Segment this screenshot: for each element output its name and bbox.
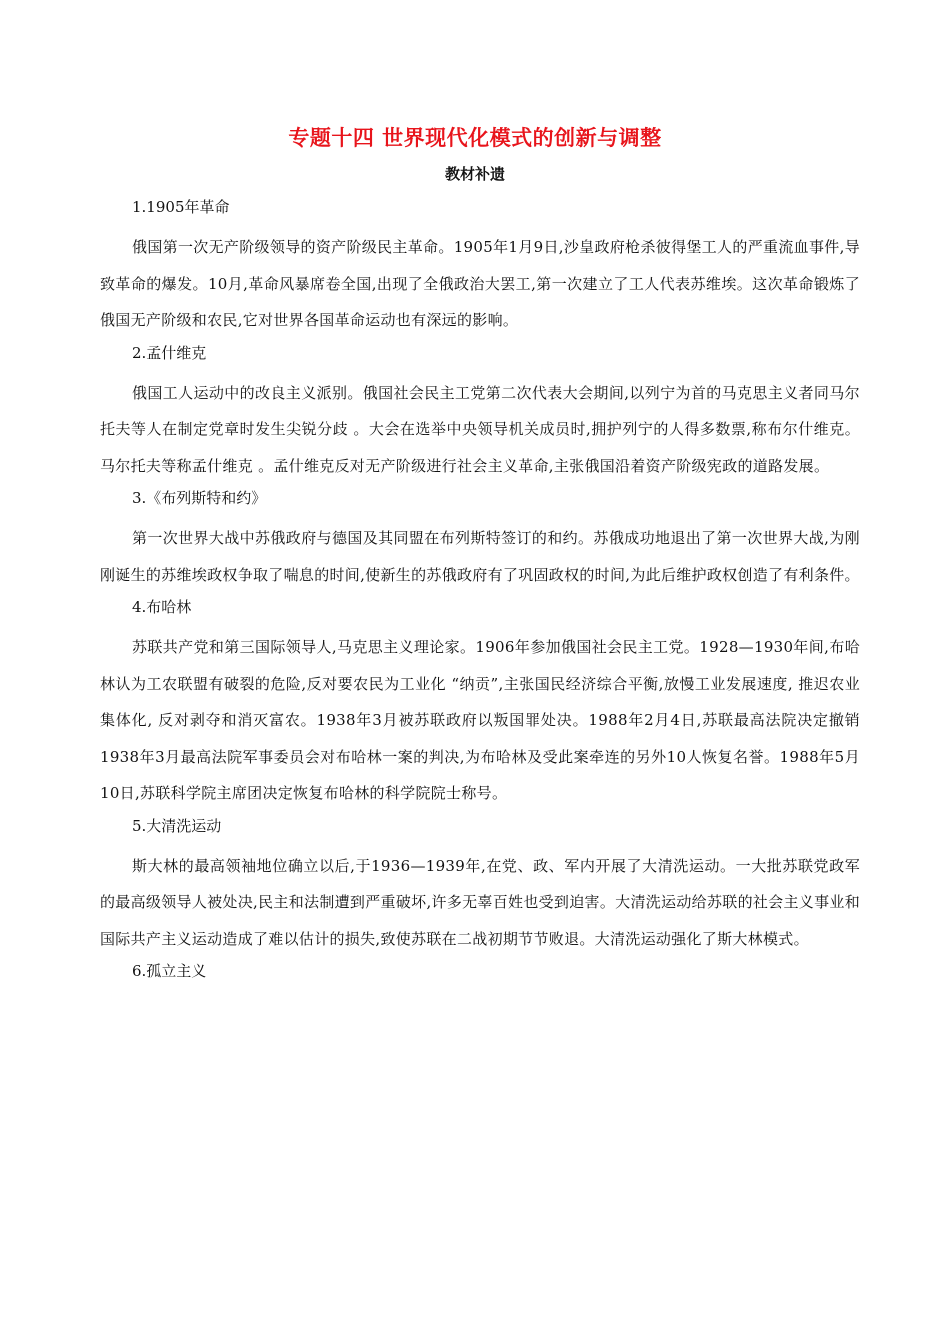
section-paragraph: 俄国第一次无产阶级领导的资产阶级民主革命。1905年1月9日,沙皇政府枪杀彼得堡工人的严重流血事件,导致革命的爆发。10月,革命风暴席卷全国,出现了全俄政治大罢工,第一次建立了工人代表苏维埃。这次革命锻炼了俄国无产阶级和农民,它对世界各国革命运动也有深远的影响。	[100, 238, 860, 329]
document-body	[100, 196, 860, 993]
section-brest-treaty	[100, 487, 860, 593]
section-heading: 1.1905年革命	[132, 198, 230, 216]
page-title: 专题十四 世界现代化模式的创新与调整	[288, 126, 662, 150]
section-heading: 3.《布列斯特和约》	[132, 489, 267, 507]
section-heading: 6.孤立主义	[132, 962, 207, 980]
section-paragraph: 俄国工人运动中的改良主义派别。俄国社会民主工党第二次代表大会期间,以列宁为首的马克思主义者同马尔托夫等人在制定党章时发生尖锐分歧 。大会在选举中央领导机关成员时,拥护列宁的人得多数票,称布尔什维克。马尔托夫等称孟什维克 。孟什维克反对无产阶级进行社会主义革命,主张俄国沿着资产阶级宪政的道路发展。	[100, 383, 860, 475]
section-paragraph: 斯大林的最高领袖地位确立以后,于1936—1939年,在党、政、军内开展了大清洗运动。一大批苏联党政军的最高级领导人被处决,民主和法制遭到严重破坏,许多无辜百姓也受到迫害。大清洗运动给苏联的社会主义事业和国际共产主义运动造成了难以估计的损失,致使苏联在二战初期节节败退。大清洗运动强化了斯大林模式。	[100, 856, 860, 948]
section-heading: 2.孟什维克	[132, 343, 207, 362]
section-mensheviks	[100, 342, 860, 485]
section-heading: 4.布哈林	[132, 598, 192, 616]
section-bukharin	[100, 596, 860, 812]
section-1905-revolution	[100, 196, 860, 339]
section-paragraph: 第一次世界大战中苏俄政府与德国及其同盟在布列斯特签订的和约。苏俄成功地退出了第一次世界大战,为刚刚诞生的苏维埃政权争取了喘息的时间,使新生的苏俄政府有了巩固政权的时间,为此后维护政权创造了有利条件。	[100, 529, 860, 584]
section-great-purge	[100, 815, 860, 958]
section-isolationism	[100, 960, 860, 982]
section-paragraph: 苏联共产党和第三国际领导人,马克思主义理论家。1906年参加俄国社会民主工党。1928—1930年间,布哈林认为工农联盟有破裂的危险,反对要农民为工业化 “纳贡”,主张国民经济综合平衡,放慢工业发展速度, 推迟农业集体化, 反对剥夺和消灭富农。1938年3月被苏联政府以叛国罪处决。1988年2月4日,苏联最高法院决定撤销1938年3月最高法院军事委员会对布哈林一案的判决,为布哈林及受此案牵连的另外10人恢复名誉。1988年5月 10日,苏联科学院主席团决定恢复布哈林的科学院院士称号。	[100, 638, 860, 802]
page-subtitle: 教材补遗	[444, 165, 505, 183]
section-heading: 5.大清洗运动	[132, 816, 222, 835]
